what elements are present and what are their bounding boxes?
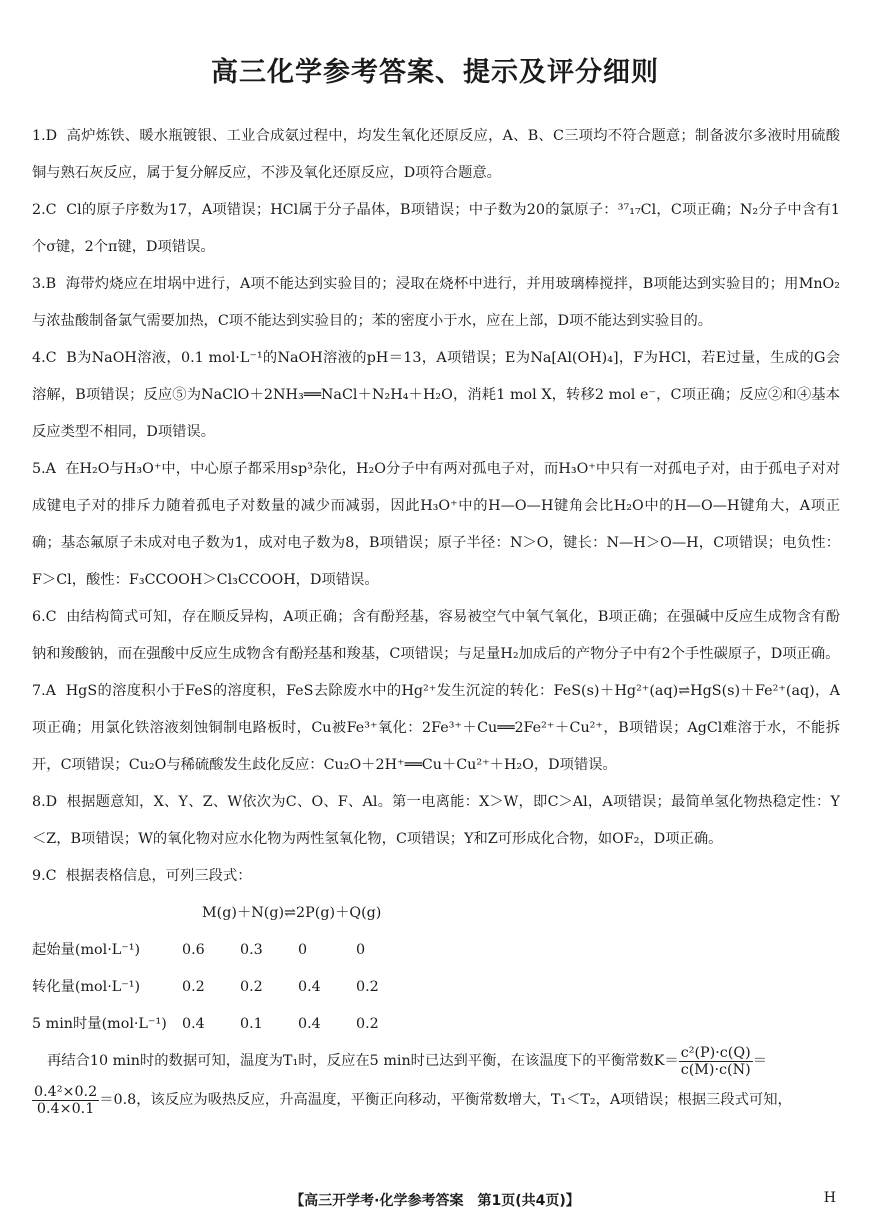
- table-row-label: 5 min时量(mol·L⁻¹): [32, 1016, 167, 1032]
- page-footer: 【高三开学考·化学参考答案 第1页(共4页)】: [290, 1193, 580, 1209]
- answer-item-8: [32, 784, 840, 858]
- answer-item-7: [32, 673, 840, 784]
- explanation-text: 再结合10 min时的数据可知，温度为T₁时，反应在5 min时已达到平衡，在该温度下的平衡常数K＝: [47, 1053, 679, 1069]
- table-cell: 0: [356, 942, 366, 958]
- answer-item-6: [32, 599, 840, 673]
- fraction-numerator: 0.4²×0.2: [34, 1083, 98, 1100]
- page-title: 高三化学参考答案、提示及评分细则: [211, 57, 659, 88]
- equals-sign: ＝: [752, 1053, 768, 1069]
- answer-item-5: [32, 451, 840, 599]
- fraction-denominator: 0.4×0.1: [36, 1100, 95, 1117]
- answer-item-9: [32, 858, 840, 895]
- reaction-equation: M(g)＋N(g)⇌2P(g)＋Q(g): [202, 905, 382, 921]
- equilibrium-constant-fraction: [679, 1045, 753, 1078]
- table-row: [32, 969, 840, 1006]
- answer-number: 7.A: [32, 683, 56, 699]
- version-mark: H: [823, 1190, 836, 1206]
- explanation-paragraph: [32, 1043, 840, 1080]
- answer-item-3: [32, 266, 840, 340]
- table-cell: 0.2: [240, 979, 263, 995]
- three-stage-table: [32, 932, 840, 1043]
- table-cell: 0.2: [356, 979, 379, 995]
- explanation-paragraph-continued: [32, 1080, 840, 1120]
- table-row: [32, 1006, 840, 1043]
- answer-item-1: [32, 118, 840, 192]
- table-cell: 0.4: [298, 1016, 321, 1032]
- table-cell: 0: [298, 942, 308, 958]
- answer-number: 8.D: [32, 794, 58, 810]
- answer-text: 由结构简式可知，存在顺反异构，A项正确；含有酚羟基，容易被空气中氧气氧化，B项正确；在强碱中反应生成物含有酚钠和羧酸钠，而在强酸中反应生成物含有酚羟基和羧基，C项错误；与足量H₂加成后的产物分子中有2个手性碳原子，D项正确。: [32, 609, 841, 662]
- table-row-label: 起始量(mol·L⁻¹): [32, 942, 141, 958]
- answer-number: 1.D: [32, 128, 58, 144]
- table-cell: 0.4: [182, 1016, 205, 1032]
- table-row: [32, 932, 840, 969]
- answer-text: 海带灼烧应在坩埚中进行，A项不能达到实验目的；浸取在烧杯中进行，并用玻璃棒搅拌，B项能达到实验目的；用MnO₂与浓盐酸制备氯气需要加热，C项不能达到实验目的；苯的密度小于水，应在上部，D项不能达到实验目的。: [32, 276, 840, 329]
- table-cell: 0.2: [356, 1016, 379, 1032]
- answer-number: 4.C: [32, 350, 57, 366]
- answer-number: 5.A: [32, 461, 56, 477]
- answer-text: B为NaOH溶液，0.1 mol·L⁻¹的NaOH溶液的pH＝13，A项错误；E为Na[Al(OH)₄]，F为HCl，若E过量，生成的G会溶解，B项错误；反应⑤为NaClO＋2NH₃══NaCl＋N₂H₄＋H₂O，消耗1 mol X，转移2 mol e⁻，C项正确；反应②和④基本反应类型不相同，D项错误。: [32, 350, 840, 440]
- table-cell: 0.3: [240, 942, 263, 958]
- answer-item-2: [32, 192, 840, 266]
- table-cell: 0.2: [182, 979, 205, 995]
- answer-number: 9.C: [32, 868, 57, 884]
- answer-text: HgS的溶度积小于FeS的溶度积，FeS去除废水中的Hg²⁺发生沉淀的转化：FeS(s)＋Hg²⁺(aq)⇌HgS(s)＋Fe²⁺(aq)，A项正确；用氯化铁溶液刻蚀铜制电路板时，Cu被Fe³⁺氧化：2Fe³⁺＋Cu══2Fe²⁺＋Cu²⁺，B项错误；AgCl难溶于水，不能拆开，C项错误；Cu₂O与稀硫酸发生歧化反应：Cu₂O＋2H⁺══Cu＋Cu²⁺＋H₂O，D项错误。: [32, 683, 840, 773]
- answer-number: 6.C: [32, 609, 57, 625]
- table-cell: 0.1: [240, 1016, 263, 1032]
- table-row-label: 转化量(mol·L⁻¹): [32, 979, 141, 995]
- answer-number: 2.C: [32, 202, 57, 218]
- answer-text: 根据题意知，X、Y、Z、W依次为C、O、F、Al。第一电离能：X＞W，即C＞Al，A项错误；最简单氢化物热稳定性：Y＜Z，B项错误；W的氧化物对应水化物为两性氢氧化物，C项错误；Y和Z可形成化合物，如OF₂，D项正确。: [32, 794, 840, 847]
- answer-content: [32, 118, 840, 1120]
- answer-text: 高炉炼铁、暖水瓶镀银、工业合成氨过程中，均发生氧化还原反应，A、B、C三项均不符合题意；制备波尔多液时用硫酸铜与熟石灰反应，属于复分解反应，不涉及氧化还原反应，D项符合题意。: [32, 128, 840, 181]
- answer-text: 在H₂O与H₃O⁺中，中心原子都采用sp³杂化，H₂O分子中有两对孤电子对，而H₃O⁺中只有一对孤电子对，由于孤电子对对成键电子对的排斥力随着孤电子对数量的减少而减弱，因此H₃O⁺中的H—O—H键角会比H₂O中的H—O—H键角大，A项正确；基态氟原子未成对电子数为1，成对电子数为8，B项错误；原子半径：N＞O，键长：N—H＞O—H，C项错误；电负性：F＞Cl，酸性：F₃CCOOH＞Cl₃CCOOH，D项错误。: [32, 461, 840, 588]
- table-cell: 0.6: [182, 942, 205, 958]
- fraction-numerator: c²(P)·c(Q): [679, 1045, 753, 1062]
- numeric-fraction: [32, 1084, 99, 1117]
- fraction-denominator: c(M)·c(N): [680, 1061, 751, 1078]
- answer-number: 3.B: [32, 276, 57, 292]
- table-cell: 0.4: [298, 979, 321, 995]
- answer-text: 根据表格信息，可列三段式：: [65, 868, 252, 884]
- answer-text: Cl的原子序数为17，A项错误；HCl属于分子晶体，B项错误；中子数为20的氯原子：³⁷₁₇Cl，C项正确；N₂分子中含有1个σ键，2个π键，D项错误。: [32, 202, 841, 255]
- explanation-text: ＝0.8，该反应为吸热反应，升高温度，平衡正向移动，平衡常数增大，T₁＜T₂，A项错误；根据三段式可知，: [99, 1092, 792, 1108]
- answer-item-4: [32, 340, 840, 451]
